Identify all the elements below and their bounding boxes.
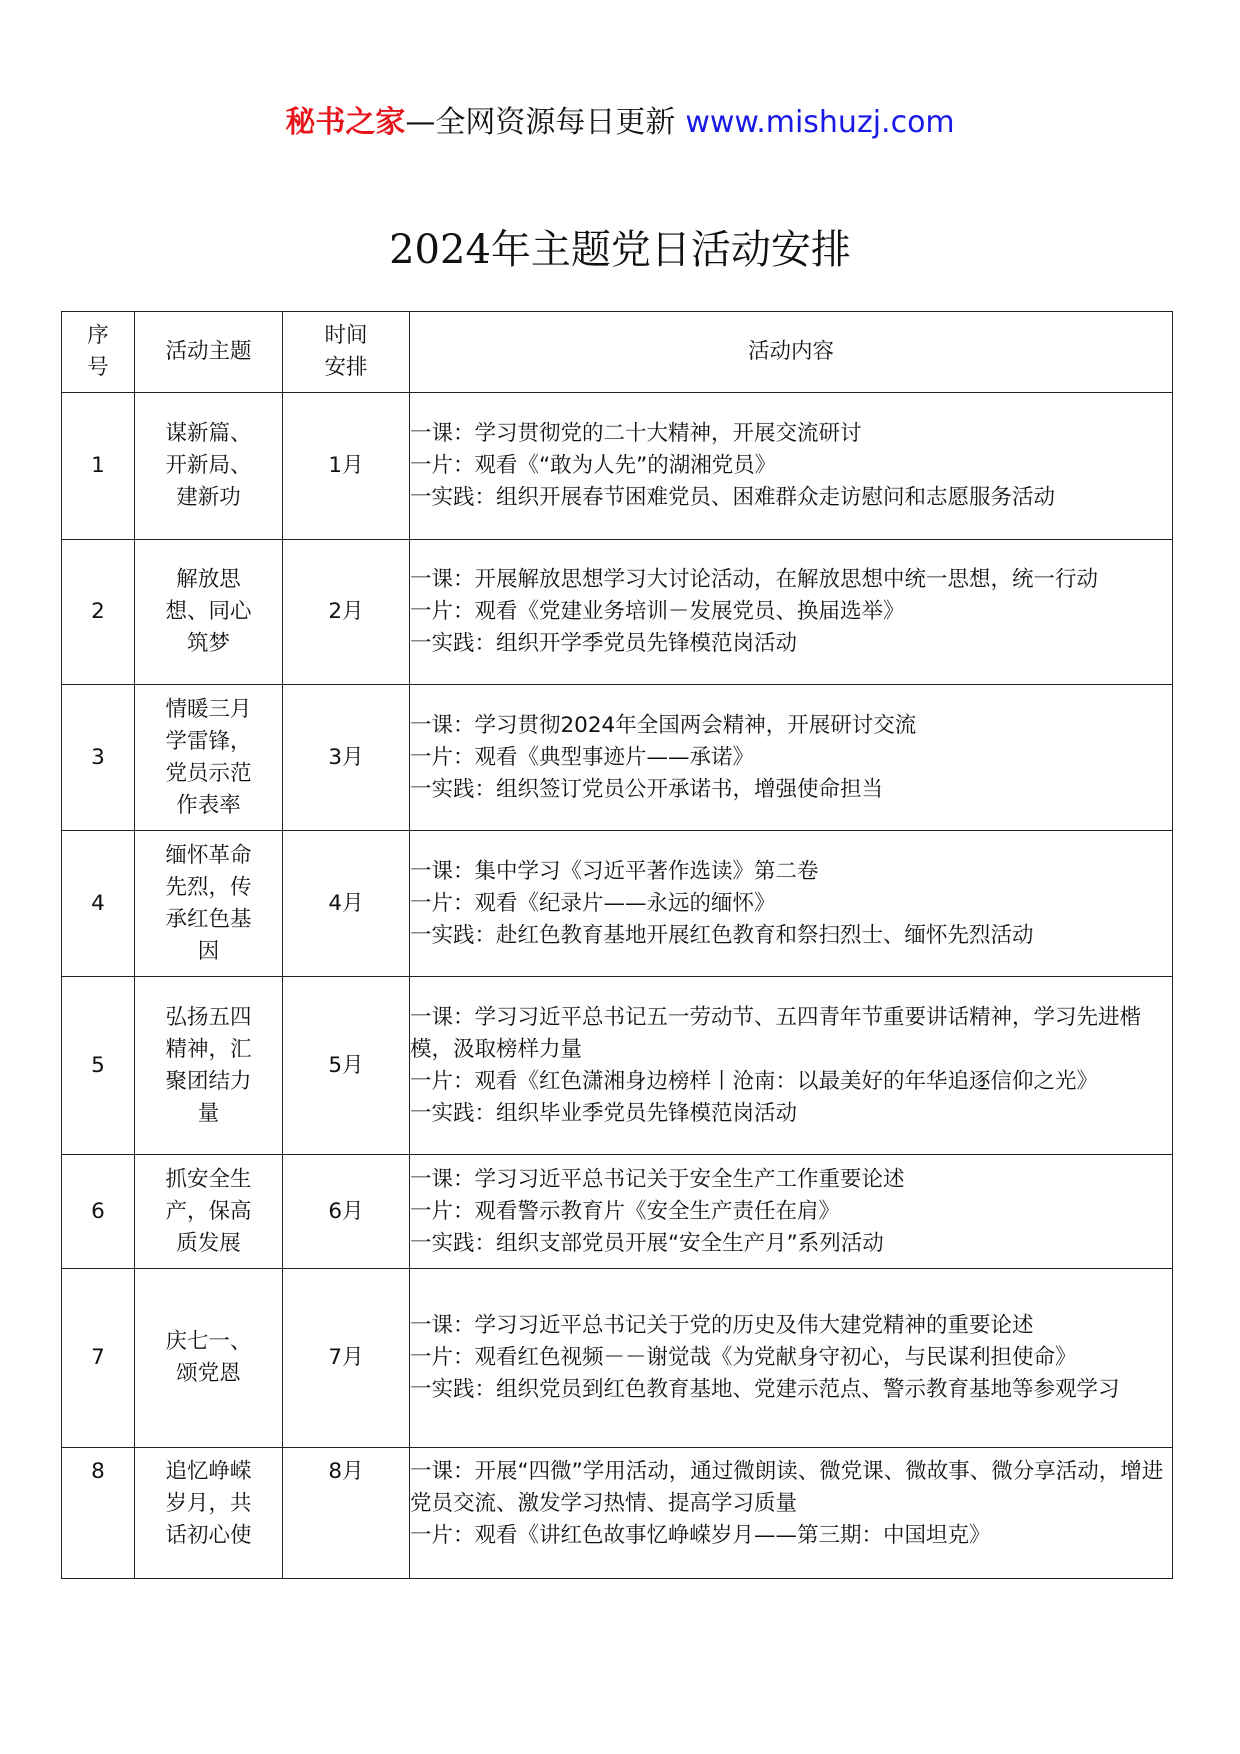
row-theme: 谋新篇、开新局、建新功 <box>165 421 252 510</box>
header-content-label: 活动内容 <box>747 339 834 364</box>
row-month: 5月 <box>283 977 410 1155</box>
row-number: 6 <box>62 1155 135 1269</box>
row-number: 3 <box>62 685 135 831</box>
row-theme-cell <box>135 831 283 977</box>
content-line: 一片：观看《红色潇湘身边榜样丨沧南：以最美好的年华追逐信仰之光》 <box>410 1068 1099 1094</box>
table-row <box>62 1448 1173 1579</box>
row-theme-cell <box>135 1269 283 1448</box>
header-cell-content <box>410 312 1173 393</box>
header-cell-no <box>62 312 135 393</box>
content-line: 一片：观看《典型事迹片——承诺》 <box>410 744 755 770</box>
content-line: 一实践：赴红色教育基地开展红色教育和祭扫烈士、缅怀先烈活动 <box>410 922 1034 948</box>
content-line: 一实践：组织开展春节困难党员、困难群众走访慰问和志愿服务活动 <box>410 485 1056 510</box>
row-month: 1月 <box>283 393 410 540</box>
table-row <box>62 831 1173 977</box>
row-month: 4月 <box>283 831 410 977</box>
row-theme-cell <box>135 540 283 685</box>
content-line: 一课：开展“四微”学用活动，通过微朗读、微党课、微故事、微分享活动，增进党员交流、激发学习热情、提高学习质量 <box>410 1459 1164 1516</box>
row-number: 8 <box>62 1448 135 1579</box>
row-content <box>410 1448 1173 1579</box>
row-theme: 弘扬五四精神，汇聚团结力量 <box>165 1004 252 1126</box>
content-line: 一课：学习贯彻党的二十大精神，开展交流研讨 <box>410 421 862 446</box>
table-row <box>62 540 1173 685</box>
content-line: 一实践：组织党员到红色教育基地、党建示范点、警示教育基地等参观学习 <box>410 1377 1120 1402</box>
row-content <box>410 977 1173 1155</box>
table-row <box>62 977 1173 1155</box>
row-theme-cell <box>135 393 283 540</box>
row-month: 7月 <box>283 1269 410 1448</box>
content-line: 一课：学习贯彻2024年全国两会精神，开展研讨交流 <box>410 712 917 738</box>
header-cell-theme <box>135 312 283 393</box>
row-month: 2月 <box>283 540 410 685</box>
row-month: 3月 <box>283 685 410 831</box>
schedule-table <box>61 311 1173 1579</box>
table-row <box>62 393 1173 540</box>
row-content <box>410 540 1173 685</box>
row-number: 1 <box>62 393 135 540</box>
header-no-label: 序号 <box>87 323 109 380</box>
content-line: 一课：学习习近平总书记关于党的历史及伟大建党精神的重要论述 <box>410 1313 1034 1338</box>
row-theme-cell <box>135 1448 283 1579</box>
row-number: 5 <box>62 977 135 1155</box>
row-theme-cell <box>135 1155 283 1269</box>
row-month: 8月 <box>283 1448 410 1579</box>
row-content <box>410 393 1173 540</box>
content-line: 一片：观看《党建业务培训－发展党员、换届选举》 <box>410 599 905 624</box>
brand-name: 秘书之家 <box>285 105 406 140</box>
content-line: 一课：学习习近平总书记关于安全生产工作重要论述 <box>410 1166 905 1192</box>
content-line: 一实践：组织签订党员公开承诺书，增强使命担当 <box>410 776 884 802</box>
content-line: 一片：观看红色视频－－谢觉哉《为党献身守初心，与民谋利担使命》 <box>410 1345 1077 1370</box>
table-row <box>62 1269 1173 1448</box>
table-row <box>62 685 1173 831</box>
row-number: 4 <box>62 831 135 977</box>
table-header-row <box>62 312 1173 393</box>
row-theme: 缅怀革命先烈，传承红色基因 <box>165 842 252 964</box>
content-line: 一实践：组织开学季党员先锋模范岗活动 <box>410 631 798 656</box>
header-cell-time <box>283 312 410 393</box>
row-theme-cell <box>135 685 283 831</box>
row-content <box>410 1155 1173 1269</box>
row-content <box>410 685 1173 831</box>
content-line: 一课：学习习近平总书记五一劳动节、五四青年节重要讲话精神，学习先进楷模，汲取榜样力量 <box>410 1004 1142 1062</box>
row-month: 6月 <box>283 1155 410 1269</box>
row-content <box>410 1269 1173 1448</box>
row-theme: 追忆峥嵘岁月，共话初心使 <box>165 1459 252 1548</box>
content-line: 一片：观看《“敢为人先”的湖湘党员》 <box>410 453 777 478</box>
row-number: 2 <box>62 540 135 685</box>
content-line: 一片：观看《讲红色故事忆峥嵘岁月——第三期：中国坦克》 <box>410 1523 991 1548</box>
row-content <box>410 831 1173 977</box>
row-number: 7 <box>62 1269 135 1448</box>
banner-tagline: —全网资源每日更新 <box>405 105 676 140</box>
site-url[interactable]: www.mishuzj.com <box>685 105 955 140</box>
header-time-label: 时间安排 <box>324 323 368 380</box>
content-line: 一实践：组织毕业季党员先锋模范岗活动 <box>410 1100 798 1126</box>
row-theme: 抓安全生产，保高质发展 <box>165 1166 252 1256</box>
content-line: 一实践：组织支部党员开展“安全生产月”系列活动 <box>410 1230 884 1256</box>
content-line: 一片：观看《纪录片——永远的缅怀》 <box>410 890 776 916</box>
row-theme: 情暖三月学雷锋，党员示范作表率 <box>165 696 252 818</box>
row-theme-cell <box>135 977 283 1155</box>
content-line: 一片：观看警示教育片《安全生产责任在肩》 <box>410 1198 841 1224</box>
header-theme-label: 活动主题 <box>165 339 252 364</box>
content-line: 一课：开展解放思想学习大讨论活动，在解放思想中统一思想，统一行动 <box>410 567 1099 592</box>
content-line: 一课：集中学习《习近平著作选读》第二卷 <box>410 858 819 884</box>
document-title: 2024年主题党日活动安排 <box>389 227 851 273</box>
row-theme: 庆七一、颂党恩 <box>165 1329 252 1386</box>
table-row <box>62 1155 1173 1269</box>
row-theme: 解放思想、同心筑梦 <box>165 567 252 656</box>
site-banner <box>0 100 1240 146</box>
